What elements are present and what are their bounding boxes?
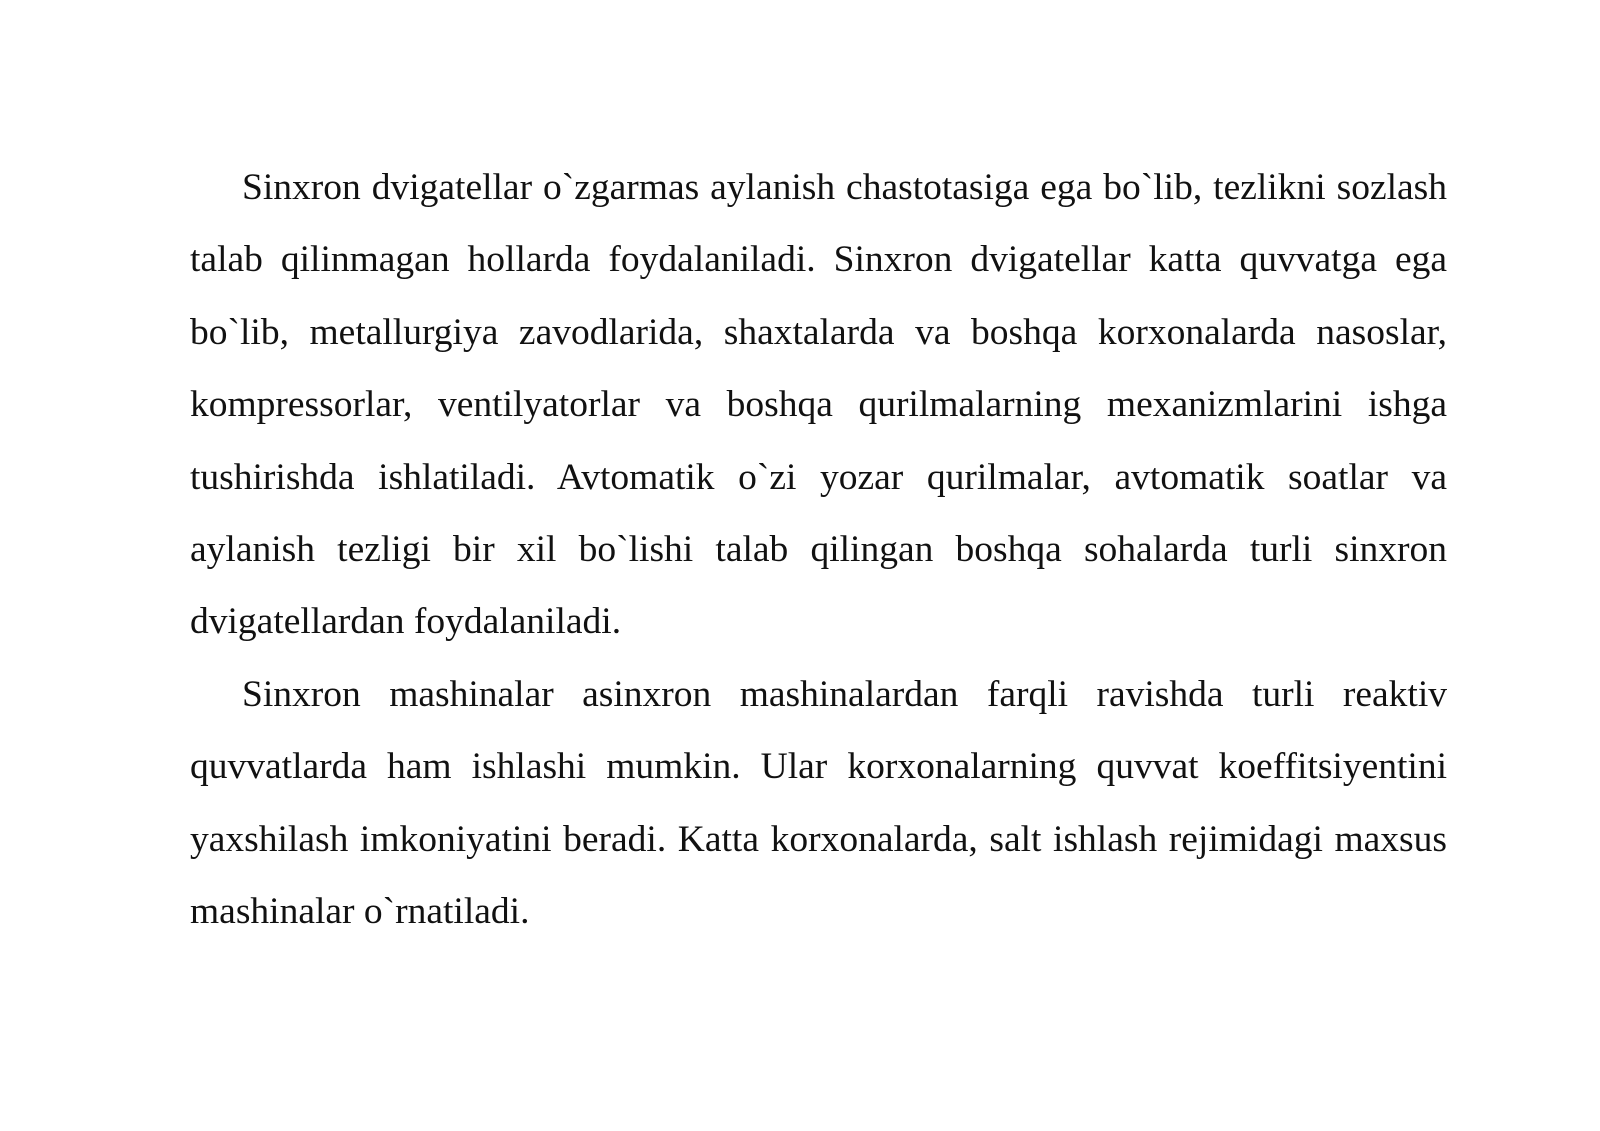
body-text bbox=[190, 152, 1447, 948]
paragraph-2: Sinxron mashinalar asinxron mashinalardan farqli ravishda turli reaktiv quvvatlarda ham ishlashi mumkin. Ular korxonalarning quvvat koeffitsiyentini yaxshilash imkoniyatini beradi. Katta korxonalarda, salt ishlash rejimidagi maxsus mashinalar o`rnatiladi. bbox=[190, 673, 1447, 933]
paragraph-1: Sinxron dvigatellar o`zgarmas aylanish chastotasiga ega bo`lib, tezlikni sozlash talab qilinmagan hollarda foydalaniladi. Sinxron dvigatellar katta quvvatga ega bo`lib, metallurgiya zavodlarida, shaxtalarda va boshqa korxonalarda nasoslar, kompressorlar, ventilyatorlar va boshqa qurilmalarning mexanizmlarini ishga tushirishda ishlatiladi. Avtomatik o`zi yozar qurilmalar, avtomatik soatlar va aylanish tezligi bir xil bo`lishi talab qilingan boshqa sohalarda turli sinxron dvigatellardan foydalaniladi. bbox=[190, 167, 1447, 643]
